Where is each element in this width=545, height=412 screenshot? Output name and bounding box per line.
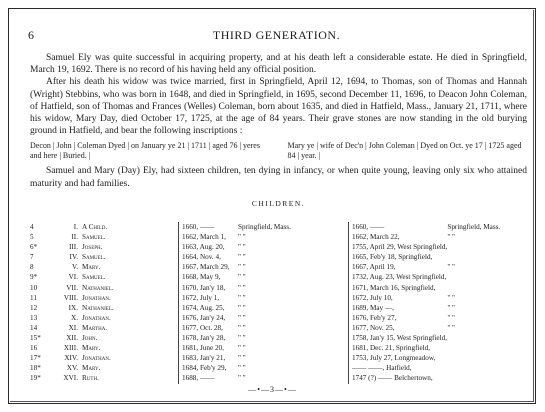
child-idx: 11 — [30, 293, 37, 302]
children-table — [30, 222, 539, 384]
child-birth: 1668, May 9, — [179, 272, 239, 282]
paragraph-1: Samuel Ely was quite successful in acquiring property, and at his death left a considerable estate. He died in Springfield, March 19, 1692. There is no record of his having held any official position. — [30, 53, 527, 76]
child-dplace: " " — [447, 323, 455, 332]
table-row — [30, 323, 539, 333]
child-idx: 17* — [30, 354, 41, 363]
page-footer-ornament: —•—3—•— — [248, 385, 297, 394]
table-row — [30, 333, 539, 343]
child-bplace: " " — [238, 374, 246, 383]
paragraph-3: Samuel and Mary (Day) Ely, had sixteen children, ten dying in infancy, or when quite young, leaving only six who attained maturity and had families. — [30, 166, 527, 189]
child-idx: 7 — [30, 253, 34, 262]
paragraph-2: After his death his widow was twice married, first in Springfield, April 12, 1694, to Thomas, son of Thomas and Hannah (Wright) Stebbins, who was born in 1648, and died in Springfield, in 1695, second December 11, 1696, to Deacon John Coleman, of Hatfield, son of Thomas and Frances (Welles) Coleman, born about 1635, and died in Hatfield, Mass., January 21, 1711, where his widow, Mary Day, died October 17, 1725, at the age of 84 years. Their grave stones are now standing in the old burying ground in Hatfield, and bear the following inscriptions : — [30, 77, 527, 137]
table-row — [30, 373, 539, 383]
child-death: 1671, March 16, Springfield, — [349, 283, 448, 293]
child-bplace: " " — [238, 313, 246, 322]
child-dplace — [447, 363, 539, 373]
table-row — [30, 353, 539, 363]
child-idx: 15* — [30, 334, 41, 343]
page-header — [28, 28, 525, 44]
child-birth: 1681, June 20, — [179, 343, 239, 353]
child-name: Jonathan. — [82, 354, 111, 363]
table-row — [30, 252, 539, 262]
children-table-body — [30, 222, 539, 384]
child-roman: III. — [69, 243, 78, 252]
child-death: 1676, Feb'y 27, — [349, 313, 448, 323]
child-death: 1758, Jan'y 15, West Springfield, — [349, 333, 448, 343]
child-birth: 1667, March 29, — [179, 262, 239, 272]
child-dplace: " " — [447, 313, 455, 322]
child-birth: 1660, —— — [179, 222, 239, 232]
child-roman: XV. — [66, 364, 78, 373]
child-bplace: " " — [238, 253, 246, 262]
child-roman: XIV. — [64, 354, 78, 363]
child-roman: VIII. — [63, 293, 78, 302]
child-birth: 1664, Nov. 4, — [179, 252, 239, 262]
inscriptions — [30, 141, 527, 161]
body-text — [30, 52, 527, 214]
child-idx: 10 — [30, 283, 38, 292]
table-row — [30, 232, 539, 242]
child-dplace: " " — [447, 293, 455, 302]
table-row — [30, 363, 539, 373]
child-idx: 14 — [30, 323, 38, 332]
child-idx: 6* — [30, 243, 38, 252]
child-dplace — [447, 272, 539, 282]
child-birth: 1677, Oct. 28, — [179, 323, 239, 333]
child-dplace — [447, 333, 539, 343]
child-death: 1660, —— — [349, 222, 448, 232]
child-roman: XI. — [68, 323, 78, 332]
child-birth: 1672, July 1, — [179, 293, 239, 303]
child-birth: 1688, —— — [179, 373, 239, 383]
child-dplace: " " — [447, 263, 455, 272]
child-death: 1689, May —, — [349, 303, 448, 313]
child-roman: XII. — [66, 334, 78, 343]
child-name: Mary. — [82, 263, 101, 272]
running-head: THIRD GENERATION. — [212, 28, 341, 42]
child-name: Jonathan. — [82, 293, 111, 302]
child-idx: 5 — [30, 233, 34, 242]
child-roman: XIII. — [63, 344, 78, 353]
child-dplace — [447, 283, 539, 293]
child-birth: 1670, Jan'y 18, — [179, 283, 239, 293]
child-birth: 1683, Jan'y 21, — [179, 353, 239, 363]
child-name: Samuel. — [82, 273, 106, 282]
child-idx: 8 — [30, 263, 34, 272]
child-bplace: " " — [238, 283, 246, 292]
child-death: 1755, April 29, West Springfield, — [349, 242, 448, 252]
child-name: Joseph. — [82, 243, 103, 252]
child-death: 1662, March 22, — [349, 232, 448, 242]
child-bplace: " " — [238, 273, 246, 282]
child-death: 1665, Feb'y 18, Springfield, — [349, 252, 448, 262]
child-name: A Child. — [82, 223, 108, 231]
child-idx: 13 — [30, 313, 38, 322]
table-row — [30, 272, 539, 282]
child-name: Samuel. — [82, 233, 106, 242]
child-name: Jonathan. — [82, 313, 111, 322]
child-death: 1677, Nov. 25, — [349, 323, 448, 333]
child-bplace: " " — [238, 354, 246, 363]
child-dplace — [447, 343, 539, 353]
child-birth: 1678, Jan'y 28, — [179, 333, 239, 343]
child-death: —— ——, Hatfield, — [349, 363, 448, 373]
child-bplace: " " — [238, 344, 246, 353]
child-bplace: " " — [238, 364, 246, 373]
child-idx: 19* — [30, 374, 41, 383]
table-row — [30, 303, 539, 313]
child-roman: I. — [73, 223, 78, 231]
child-idx: 4 — [30, 223, 34, 231]
child-bplace: " " — [238, 334, 246, 343]
child-idx: 12 — [30, 303, 38, 312]
child-death: 1732, Aug. 23, West Springfield, — [349, 272, 448, 282]
child-name: Ruth. — [82, 374, 99, 383]
child-bplace: " " — [238, 263, 246, 272]
child-name: Martha. — [82, 323, 108, 332]
child-idx: 16 — [30, 344, 38, 353]
child-birth: 1684, Feb'y 29, — [179, 363, 239, 373]
child-death: 1681, Dec. 21, Springfield, — [349, 343, 448, 353]
child-dplace — [447, 373, 539, 383]
child-roman: VI. — [68, 273, 78, 282]
child-death: 1753, July 27, Longmeadow, — [349, 353, 448, 363]
table-row — [30, 343, 539, 353]
child-name: Mary. — [82, 344, 101, 353]
child-birth: 1674, Aug. 25, — [179, 303, 239, 313]
inscription-john-coleman: Decon | John | Coleman Dyed | on January ye 21 | 1711 | aged 76 | yeres and here | Buried. | — [30, 141, 260, 161]
page-number: 6 — [28, 28, 35, 42]
child-birth: 1676, Jan'y 24, — [179, 313, 239, 323]
table-row — [30, 283, 539, 293]
child-bplace: " " — [238, 323, 246, 332]
child-roman: VII. — [66, 283, 78, 292]
child-roman: II. — [71, 233, 78, 242]
table-row — [30, 222, 539, 232]
child-roman: IX. — [68, 303, 78, 312]
table-row — [30, 293, 539, 303]
child-death: 1667, April 19, — [349, 262, 448, 272]
child-idx: 18* — [30, 364, 41, 373]
child-death: 1747 (?) —— Belchertown, — [349, 373, 448, 383]
child-bplace: Springfield, Mass. — [238, 223, 291, 231]
child-bplace: " " — [238, 243, 246, 252]
child-roman: IV. — [69, 253, 78, 262]
child-name: Mary. — [82, 364, 101, 373]
table-row — [30, 262, 539, 272]
child-roman: X. — [71, 313, 78, 322]
child-name: Nathaniel. — [82, 303, 114, 312]
child-dplace: " " — [447, 303, 455, 312]
child-birth: 1662, March 1, — [179, 232, 239, 242]
child-bplace: " " — [238, 233, 246, 242]
child-bplace: " " — [238, 303, 246, 312]
child-roman: XVI. — [63, 374, 78, 383]
table-row — [30, 313, 539, 323]
child-idx: 9* — [30, 273, 38, 282]
table-row — [30, 242, 539, 252]
child-dplace — [447, 252, 539, 262]
inscription-mary: Mary ye | wife of Dec'n | John Coleman | Dyed on Oct. ye 17 | 1725 aged 84 | year. | — [287, 141, 522, 161]
child-dplace — [447, 242, 539, 252]
child-name: John. — [82, 334, 98, 343]
child-dplace: Springfield, Mass. — [447, 223, 501, 231]
child-bplace: " " — [238, 293, 246, 302]
child-roman: V. — [71, 263, 78, 272]
child-name: Nathaniel. — [82, 283, 114, 292]
child-birth: 1663, Aug. 20, — [179, 242, 239, 252]
child-dplace — [447, 353, 539, 363]
child-death: 1672, July 10, — [349, 293, 448, 303]
child-dplace: " " — [447, 233, 455, 242]
children-heading: CHILDREN. — [251, 198, 306, 208]
child-name: Samuel. — [82, 253, 106, 262]
